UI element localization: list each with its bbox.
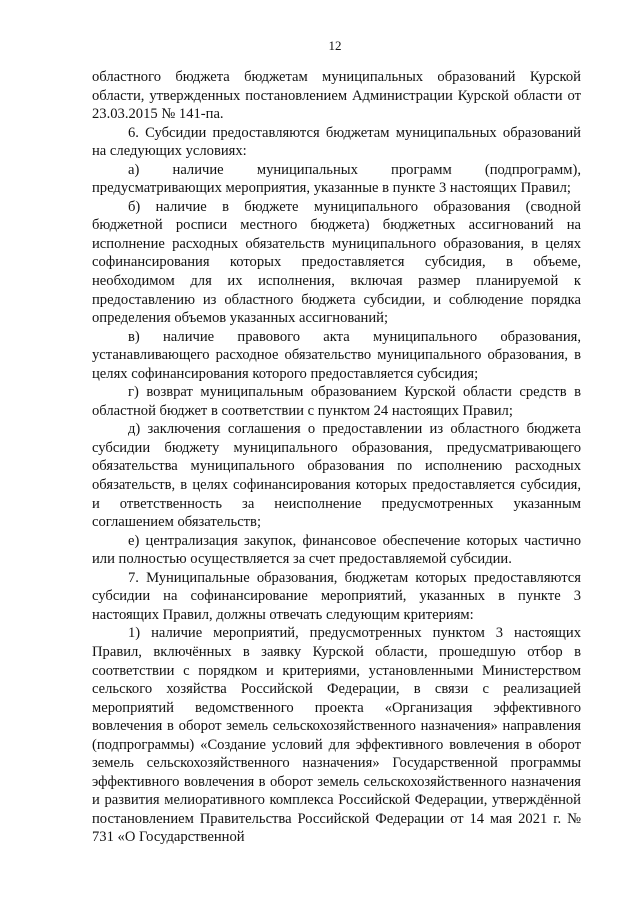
paragraph-clause-6e: е) централизация закупок, финансовое обеспечение которых частично или полностью осуществляется за счет предоставляемой субсидии.: [92, 532, 581, 568]
paragraph-continuation: областного бюджета бюджетам муниципальных образований Курской области, утвержденных постановлением Администрации Курской области от 23.03.2015 № 141-па.: [92, 69, 581, 123]
document-body: [92, 68, 581, 847]
paragraph-clause-7-1: 1) наличие мероприятий, предусмотренных пунктом 3 настоящих Правил, включённых в заявку Курской области, прошедшую отбор в соответствии с порядком и критериями, установленными Министерством сельского хозяйства Российской Федерации, в связи с реализацией мероприятий ведомственного проекта «Организация эффективного вовлечения в оборот земель сельскохозяйственного назначения» направления (подпрограммы) «Создание условий для эффективного вовлечения в оборот земель сельскохозяйственного назначения» Государственной программы эффективного вовлечения в оборот земель сельскохозяйственного назначения и развития мелиоративного комплекса Российской Федерации, утверждённой постановлением Правительства Российской Федерации от 14 мая 2021 г. № 731 «О Государственной: [92, 625, 581, 846]
paragraph-clause-7: 7. Муниципальные образования, бюджетам которых предоставляются субсидии на софинансирование мероприятий, указанных в пункте 3 настоящих Правил, должны отвечать следующим критериям:: [92, 569, 581, 623]
paragraph-clause-6d: д) заключения соглашения о предоставлении из областного бюджета субсидии бюджету муниципального образования, предусматривающего обязательства муниципального образования по исполнению расходных обязательств, в целях софинансирования которых предоставляется субсидия, и ответственность за неисполнение предусмотренных указанным соглашением обязательств;: [92, 421, 581, 531]
paragraph-clause-6g: г) возврат муниципальным образованием Курской области средств в областной бюджет в соответствии с пунктом 24 настоящих Правил;: [92, 384, 581, 419]
paragraph-clause-6: 6. Субсидии предоставляются бюджетам муниципальных образований на следующих условиях:: [92, 124, 581, 160]
paragraph-clause-6a: а) наличие муниципальных программ (подпрограмм), предусматривающих мероприятия, указанные в пункте 3 настоящих Правил;: [92, 161, 581, 197]
paragraph-clause-6v: в) наличие правового акта муниципального образования, устанавливающего расходное обязательство муниципального образования, в целях софинансирования которого предоставляется субсидия;: [92, 328, 581, 382]
page-number: 12: [328, 38, 342, 53]
paragraph-clause-6b: б) наличие в бюджете муниципального образования (сводной бюджетной росписи местного бюджета) бюджетных ассигнований на исполнение расходных обязательств муниципального образования, в целях софинансирования которых предоставляется субсидия, в объеме, необходимом для их исполнения, включая размер планируемой к предоставлению из областного бюджета субсидии, и соблюдение порядка определения объемов указанных ассигнований;: [92, 198, 581, 327]
